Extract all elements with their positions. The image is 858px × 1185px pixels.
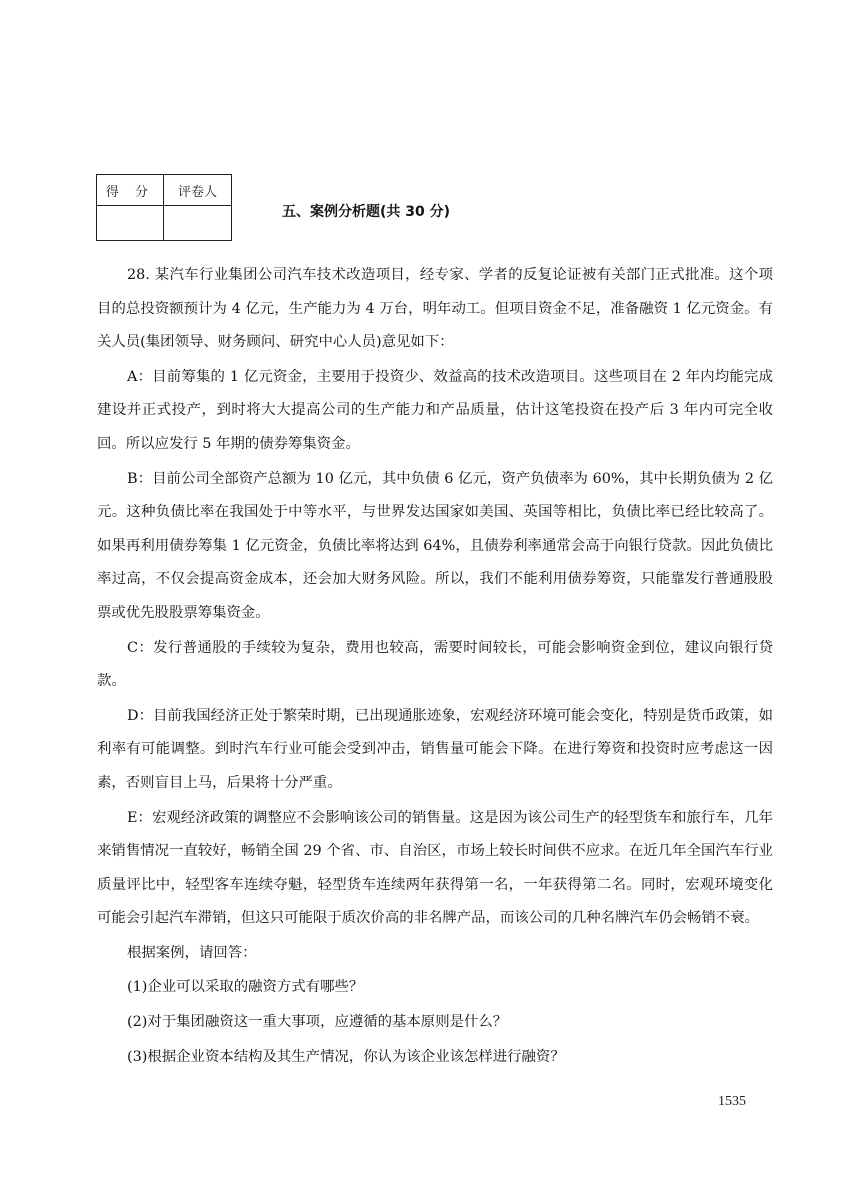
opinion-a: A：目前筹集的 1 亿元资金，主要用于投资少、效益高的技术改造项目。这些项目在 2 年内均能完成建设并正式投产，到时将大大提高公司的生产能力和产品质量，估计这笔投资在投产后 3 年内可完全收回。所以应发行 5 年期的债券筹集资金。 [97, 368, 773, 452]
grader-cell [164, 206, 232, 241]
sub-question-1: (1)企业可以采取的融资方式有哪些？ [127, 979, 364, 996]
grader-label: 评卷人 [164, 175, 232, 206]
question-intro: 28. 某汽车行业集团公司汽车技术改造项目，经专家、学者的反复论证被有关部门正式批准。这个项目的总投资额预计为 4 亿元，生产能力为 4 万台，明年动工。但项目资金不足，准备融资 1 亿元资金。有关人员(集团领导、财务顾问、研究中心人员)意见如下： [97, 267, 773, 351]
sub-question-3: (3)根据企业资本结构及其生产情况，你认为该企业该怎样进行融资？ [127, 1048, 565, 1065]
score-label: 得 分 [97, 175, 164, 206]
opinion-d: D：目前我国经济正处于繁荣时期，已出现通胀迹象，宏观经济环境可能会变化，特别是货币政策，如利率有可能调整。到时汽车行业可能会受到冲击，销售量可能会下降。在进行筹资和投资时应考虑这一因素，否则盲目上马，后果将十分严重。 [97, 707, 773, 791]
question-body [97, 259, 773, 1074]
score-cell [97, 206, 164, 241]
sub-question-2: (2)对于集团融资这一重大事项，应遵循的基本原则是什么？ [127, 1014, 508, 1031]
answer-prompt: 根据案例，请回答： [127, 944, 257, 961]
section-title: 五、案例分析题(共 30 分) [282, 204, 451, 220]
opinion-c: C：发行普通股的手续较为复杂，费用也较高，需要时间较长，可能会影响资金到位，建议向银行贷款。 [97, 639, 773, 690]
page-number: 1535 [718, 1094, 746, 1109]
opinion-e: E：宏观经济政策的调整应不会影响该公司的销售量。这是因为该公司生产的轻型货车和旅行车，几年来销售情况一直较好，畅销全国 29 个省、市、自治区，市场上较长时间供不应求。在近几年全国汽车行业质量评比中，轻型客车连续夺魁，轻型货车连续两年获得第一名，一年获得第二名。同时，宏观环境变化可能会引起汽车滞销，但这只可能限于质次价高的非名牌产品，而该公司的几种名牌汽车仍会畅销不衰。 [97, 809, 773, 927]
score-table [96, 174, 232, 241]
opinion-b: B：目前公司全部资产总额为 10 亿元，其中负债 6 亿元，资产负债率为 60%，其中长期负债为 2 亿元。这种负债比率在我国处于中等水平，与世界发达国家如美国、英国等相比，负债比率已经比较高了。如果再利用债券筹集 1 亿元资金，负债比率将达到 64%，且债券利率通常会高于向银行贷款。因此负债比率过高，不仅会提高资金成本，还会加大财务风险。所以，我们不能利用债券筹资，只能靠发行普通股股票或优先股股票筹集资金。 [97, 470, 773, 621]
